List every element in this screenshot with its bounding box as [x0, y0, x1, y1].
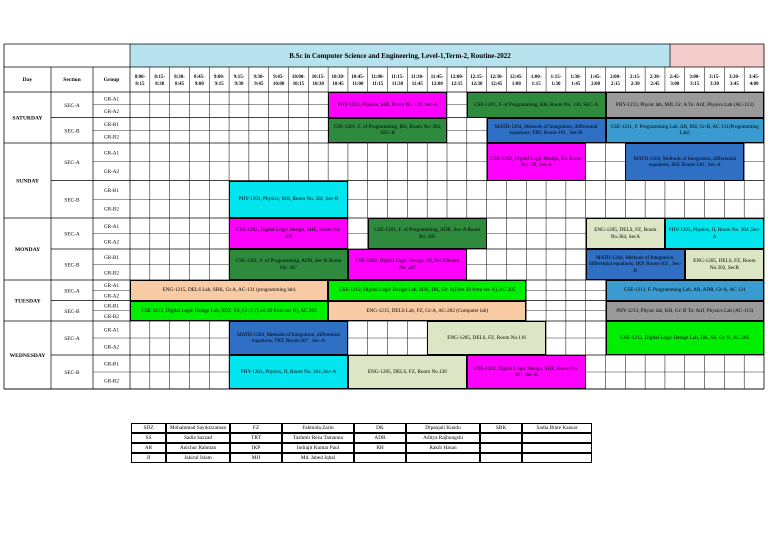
class-block: CSE-1211, F. Programming Lab, AR, ADR, Gr-A, AC 131	[606, 280, 765, 301]
header-group: Group	[103, 77, 120, 83]
legend-code: SBK	[480, 423, 522, 433]
title-pink-cell	[670, 44, 764, 67]
section-label: SEC-A	[64, 336, 80, 342]
group-label: GR-B2	[104, 134, 119, 141]
group-label: GR-A1	[103, 327, 120, 334]
time-slot-header: 1:30-1:45	[570, 75, 582, 87]
legend-name	[522, 433, 592, 443]
class-block: CSE-1201, F. of Programming, ADR, Sec-B Room No: 307	[229, 249, 348, 280]
class-block: PHY-1213, Physic lab, MJI, Gr: A To: Arif, Physics Lab (AC-113)	[606, 92, 765, 118]
time-slot-header: 11:45-12:00	[430, 75, 444, 87]
legend-code	[480, 433, 522, 443]
legend-name: Fahmida Zarin	[282, 423, 354, 433]
time-slot-header: 3:45-4:00	[748, 75, 760, 87]
legend-code	[480, 443, 522, 453]
day-label: SUNDAY	[16, 178, 39, 185]
legend-code: SDZ	[131, 423, 166, 433]
legend-name: Md. Jabed Iqbal	[282, 453, 354, 463]
legend-name: Sadia Binte Kausar	[522, 423, 592, 433]
legend-name: Dipanjali Kundu	[406, 423, 480, 433]
time-slot-header: 9:45-10:00	[272, 75, 285, 87]
time-slot-header: 2:45-3:00	[669, 75, 681, 87]
section-label: SEC-B	[64, 197, 80, 204]
group-label: GR-A2	[103, 239, 120, 246]
section-label: SEC-A	[64, 288, 80, 295]
section-label: SEC-B	[64, 262, 80, 269]
class-block: PHY-1213, Physic lab, KH, Gr: B To: Arif, Physics Lab (AC-113)	[606, 301, 765, 322]
section-label: SEC-A	[64, 159, 80, 166]
time-slot-header: 10:30-10:45	[331, 75, 345, 87]
class-block: CSE-1202, Digital Logic Design, SDZ, Room No. 101, Sec-B	[467, 355, 586, 389]
group-label: GR-B1	[104, 121, 119, 128]
class-block: MATH-1204, Methods of Integration, differential equations, TRT, Room-101 , Sec-B	[487, 118, 606, 144]
group-label: GR-B2	[104, 313, 119, 320]
group-label: GR-B1	[104, 254, 119, 261]
class-block: MATH-1204, Methods of Integration, differential equations, IKP, Room-130 , Sec-A	[625, 143, 744, 181]
class-block: CSE-1202, Digital Logic Design, SS, Room No:130, Sec-A	[487, 143, 586, 181]
group-label: GR-A1	[103, 223, 120, 230]
class-block: CSE-1212, Digital Logic Design Lab, DK, SS, Gr: B, AC 205	[606, 321, 765, 355]
legend-code	[480, 453, 522, 463]
legend-name: Rakib Hasan	[406, 443, 480, 453]
page-title: B.Sc in Computer Science and Engineering, Level-1,Term-2, Routine-2022	[289, 52, 511, 60]
legend-code: TRT	[230, 433, 282, 443]
class-block: CSE-1202, Digital Logic Design, SS, Sec BRoom No: 307	[348, 249, 467, 280]
class-block: PHY-1203, Physics, JI, Room No. 304 ,Sec-A	[229, 355, 348, 389]
time-slot-header: 9:15-9:30	[233, 75, 245, 87]
class-block: ENG-1215, DELS Lab, FZ, Gr:A, AC-202 (Computer lab)	[328, 301, 526, 322]
legend-code: IKP	[230, 443, 282, 453]
legend-name	[522, 443, 592, 453]
class-block: PHY-1203, Physics, MJI, Room No. 302 ,Sec-B	[229, 181, 348, 219]
time-slot-header: 8:00-8:15	[134, 75, 146, 87]
group-label: GR-B1	[104, 303, 119, 310]
class-block: MATH-1204, Methods of Integration, differential equations, IKP, Room-302 , Sec-B	[586, 249, 685, 280]
class-block: ENG-1205, DELS, FZ, Room No.130	[348, 355, 467, 389]
class-block: CSE-1201, F. of Programming, RH, Room No. 130, SEC-A	[467, 92, 606, 118]
legend-code: FZ	[230, 423, 282, 433]
legend-code: MJI	[230, 453, 282, 463]
class-block: ENG-1205, DELS, FZ, Room No.116	[427, 321, 546, 355]
section-label: SEC-B	[64, 128, 80, 135]
time-slot-header: 3:30-3:45	[728, 75, 740, 87]
class-block: CSE-1201, F. of Programming, RH, Room No: 302, SEC-B	[328, 118, 447, 144]
class-block: PHY-1203, Physics, MJI, Room No. 119 ,Sec-A	[328, 92, 447, 118]
time-slot-header: 1:45-2:00	[590, 75, 601, 87]
group-label: GR-B2	[104, 378, 119, 385]
legend-name	[406, 453, 480, 463]
legend-name: Aditya Rajbongshi	[406, 433, 480, 443]
class-block: CSE-1212, Digital Logic Design Lab, SDZ, DK, Gr: A(First 20 from sec A), AC 205	[328, 280, 526, 301]
day-label: MONDAY	[14, 247, 41, 253]
class-block: ENG-1205, DELS, FZ, Room No.304, SecA	[586, 218, 665, 249]
group-label: GR-A2	[103, 293, 120, 300]
time-slot-header: 12:30-12:45	[490, 75, 504, 87]
legend-code: DK	[354, 423, 406, 433]
legend-name	[522, 453, 592, 463]
day-label: WEDNESDAY	[9, 353, 46, 359]
section-label: SEC-A	[64, 231, 80, 238]
class-block: MATH-1204, Methods of Integration, differential equations, TRT, Room-307 , Sec-A	[229, 321, 348, 355]
header-section: Section	[63, 77, 81, 83]
time-slot-header: 10:15-10:30	[311, 75, 325, 87]
legend-name: Mohammad Saydozzaman	[166, 423, 230, 433]
class-block: CSE-1201, F. of Programming, ADR, Sec-A Room No: 305	[368, 218, 487, 249]
time-slot-header: 10:45-11:00	[351, 75, 365, 87]
header-day: Day	[22, 77, 33, 83]
group-label: GR-B2	[104, 270, 119, 277]
group-label: GR-B1	[104, 361, 119, 368]
legend-name: Anichur Rahman	[166, 443, 230, 453]
class-block: CSE-1211, F. Programming Lab, AR, RH, Gr-B, AC 131(Programming Lab)	[606, 118, 765, 144]
time-slot-header: 2:00-2:15	[610, 75, 621, 87]
class-block: CSE-1202, Digital Logic Design, SHE, Room No: 305	[229, 218, 348, 249]
time-slot-header: 9:30-9:45	[253, 75, 265, 87]
time-slot-header: 8:30-8:45	[174, 75, 185, 87]
class-block: ENG-1215, DELS Lab, SBK, Gr.A, AC-131 (programming lab)	[130, 280, 328, 301]
section-label: SEC-B	[64, 370, 80, 376]
time-slot-header: 3:00-3:15	[689, 75, 700, 87]
group-label: GR-A2	[103, 169, 120, 176]
day-label: TUESDAY	[14, 298, 41, 305]
legend-code: ADR	[354, 433, 406, 443]
class-block: ENG-1205, DELS, FZ, Room No.302, SecB	[685, 249, 764, 280]
time-slot-header: 12:15-12:30	[470, 75, 484, 87]
time-slot-header: 12:00-12:15	[450, 75, 464, 87]
legend-name: Tashmir Reza Tamanna	[282, 433, 354, 443]
group-label: GR-A1	[103, 150, 120, 157]
section-label: SEC-B	[64, 308, 80, 315]
day-label: SATURDAY	[12, 115, 43, 122]
time-slot-header: 1:15-1:30	[550, 75, 562, 87]
time-slot-header: 8:15-8:30	[154, 75, 166, 87]
group-label: GR-A2	[103, 344, 120, 351]
group-label: GR-A1	[103, 96, 120, 103]
section-label: SEC-A	[64, 102, 80, 109]
legend-code: SS	[131, 433, 166, 443]
group-label: GR-A1	[103, 283, 120, 290]
group-label: GR-B1	[104, 187, 119, 194]
legend-code: JI	[131, 453, 166, 463]
time-slot-header: 11:15-11:30	[391, 75, 404, 87]
legend-code: RH	[354, 443, 406, 453]
title-left-blank	[4, 44, 130, 67]
legend-name: Jakirul Islam	[166, 453, 230, 463]
time-slot-header: 12:45-1:00	[509, 75, 523, 87]
class-block: PHY-1203, Physics, JI, Room No. 304 ,Sec-A	[665, 218, 764, 249]
time-slot-header: 11:30-11:45	[410, 75, 424, 87]
class-block: CSE-1212, Digital Logic Design Lab, SDZ, SS, Gr: C (Last 20 from sec B), AC 205	[130, 301, 328, 322]
time-slot-header: 2:30-2:45	[649, 75, 661, 87]
legend-code	[354, 453, 406, 463]
time-slot-header: 9:00-9:15	[213, 75, 225, 87]
legend-code: AR	[131, 443, 166, 453]
time-slot-header: 11:00-11:15	[371, 75, 385, 87]
group-label: GR-B2	[104, 206, 119, 213]
time-slot-header: 3:15-3:30	[709, 75, 720, 87]
time-slot-header: 10:00-10:15	[291, 75, 305, 87]
group-label: GR-A2	[103, 109, 120, 116]
time-slot-header: 1:00-1:15	[530, 75, 542, 87]
legend-name: Sadia Sazzad	[166, 433, 230, 443]
time-slot-header: 8:45-9:00	[194, 75, 205, 87]
legend-name: Indrajit Kumar Paul	[282, 443, 354, 453]
time-slot-header: 2:15-2:30	[629, 75, 641, 87]
